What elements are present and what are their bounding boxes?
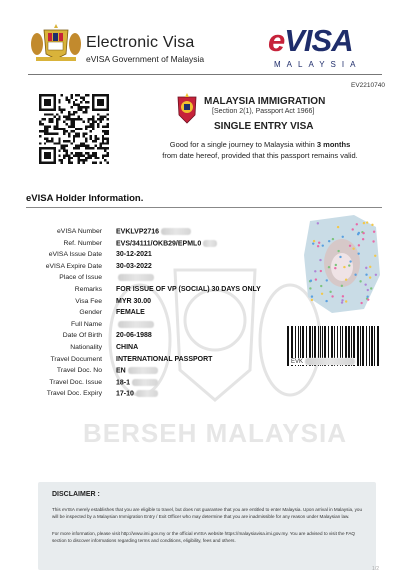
field-label: Date Of Birth (62, 332, 102, 340)
field-value (116, 274, 154, 281)
field-label: Travel Doc. Issue (49, 378, 102, 386)
field-label: eVISA Issue Date (48, 251, 102, 259)
page-number: 1/2 (372, 566, 379, 572)
qr-code (38, 94, 110, 164)
visa-type: SINGLE ENTRY VISA (214, 121, 314, 132)
logo-country: MALAYSIA (274, 60, 362, 69)
barcode-number (289, 358, 357, 365)
field-value-text: FEMALE (116, 309, 145, 317)
immigration-act: [Section 2(1), Passport Act 1966] (212, 108, 315, 115)
immigration-crest-icon (174, 93, 200, 125)
field-label: Nationality (70, 344, 102, 351)
redaction-blur (128, 367, 158, 374)
field-value-text: CHINA (116, 344, 139, 351)
holder-section-title: eVISA Holder Information. (26, 193, 144, 204)
logo-visa: VISA (284, 23, 353, 58)
field-value (116, 356, 212, 363)
malaysia-coat-of-arms-icon (30, 24, 82, 62)
field-value (116, 240, 217, 247)
redaction-blur (161, 228, 191, 235)
barcode-number-text: EVK (291, 359, 304, 366)
holder-photo (304, 215, 380, 313)
field-value (116, 379, 158, 386)
header-divider (28, 74, 382, 75)
field-value (116, 251, 152, 258)
watermark-text: BERSEH MALAYSIA (83, 418, 347, 448)
field-value-text: EN (116, 367, 126, 375)
field-label: eVISA Expire Date (45, 262, 102, 270)
redaction-blur (118, 321, 154, 328)
field-label: Place of Issue (59, 274, 102, 282)
section-divider (26, 207, 382, 208)
field-value-text: 30-03-2022 (116, 262, 152, 270)
reference-code: EV2210740 (351, 82, 385, 89)
barcode (286, 326, 380, 372)
field-value-text: INTERNATIONAL PASSPORT (116, 355, 213, 363)
field-value (116, 390, 158, 397)
field-label: Travel Doc. No (56, 367, 102, 375)
field-label: Travel Document (50, 355, 102, 363)
validity-period: 3 months (316, 140, 351, 149)
field-label: Travel Doc. Expiry (46, 390, 102, 398)
disclaimer-paragraph-1: This eVISA merely establishes that you are eligible to travel, but does not guarantee that you are entitled to enter Malaysia. Upon arrival in Malaysia, you will be inspected by a Malaysian Immigration Entry / Exit Officer who may determine that you are inadmissible for any reason under Malaysian law. (52, 507, 362, 519)
immigration-title: MALAYSIA IMMIGRATION (204, 96, 326, 107)
field-label: Remarks (74, 286, 102, 293)
validity-post: from date hereof, provided that this passport remains valid. (162, 151, 358, 160)
field-value-text: EVS/34111/OKB29/EPML0 (116, 239, 202, 247)
field-value-text: 17-10 (116, 390, 134, 398)
redaction-blur (136, 390, 158, 397)
field-value (116, 298, 151, 305)
field-value-text: 20-06-1988 (116, 332, 152, 340)
disclaimer-paragraph-2: For more information, please visit http://www.imi.gov.my or the official eVISA website https://malaysiavisa.imi.gov.my. You are advised to visit the FAQ section to discover informations regarding terms and conditions, eligibility, fees and others. (52, 531, 355, 543)
brand-subtitle: eVISA Government of Malaysia (86, 54, 205, 64)
field-value (116, 344, 138, 351)
disclaimer-box (38, 482, 376, 570)
field-value (116, 228, 191, 235)
validity-statement (142, 139, 378, 161)
redaction-blur (203, 240, 217, 247)
field-label: Ref. Number (63, 239, 102, 247)
field-value (116, 332, 152, 339)
redaction-blur (132, 379, 158, 386)
logo-wordmark (268, 24, 353, 58)
brand-title: Electronic Visa (86, 34, 195, 51)
validity-pre: Good for a single journey to Malaysia within (169, 140, 317, 149)
field-value-text: EVKLVP2716 (116, 228, 160, 236)
disclaimer-title: DISCLAIMER : (52, 491, 100, 498)
field-value-text: 30-12-2021 (116, 251, 152, 259)
field-value (116, 321, 154, 328)
field-value-text: MYR 30.00 (116, 297, 152, 305)
redaction-blur (118, 274, 154, 281)
evisa-logo (268, 24, 386, 70)
field-value-text: 18-1 (116, 379, 131, 387)
field-value (116, 286, 261, 293)
field-value (116, 367, 158, 374)
logo-e: e (268, 23, 285, 58)
field-label: Gender (79, 309, 102, 317)
field-value (116, 309, 145, 316)
redaction-blur (305, 358, 355, 365)
field-value (116, 263, 152, 270)
field-value-text: FOR ISSUE OF VP (SOCIAL) 30 DAYS ONLY (116, 286, 261, 293)
field-label: eVISA Number (57, 228, 102, 235)
field-label: Visa Fee (75, 297, 102, 305)
field-label: Full Name (71, 320, 102, 328)
